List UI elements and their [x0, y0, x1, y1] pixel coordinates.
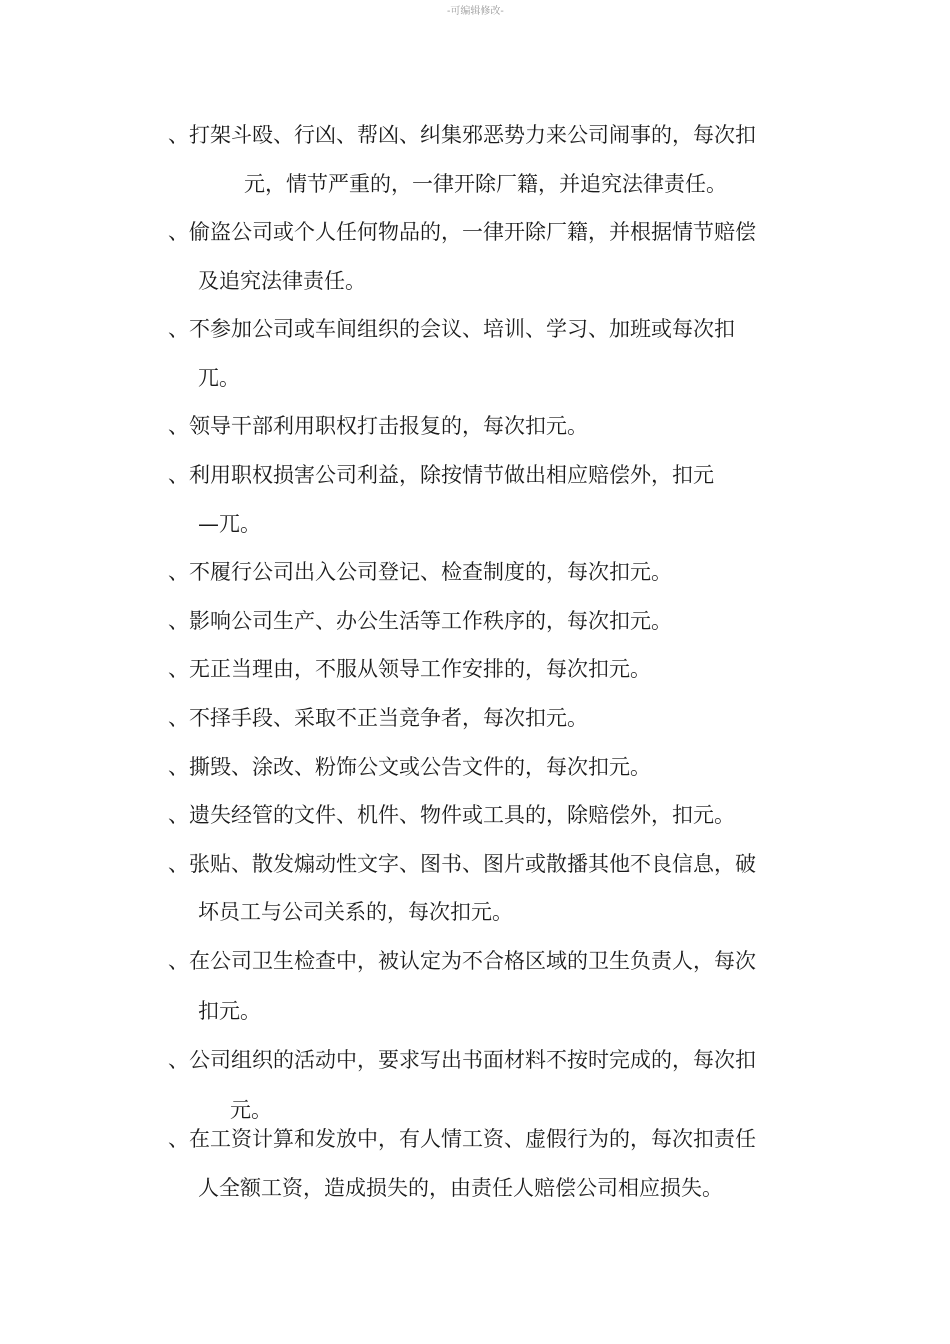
text-line: 、在工资计算和发放中，有人情工资、虚假行为的，每次扣责任: [168, 1127, 756, 1151]
text-line: —兀。: [198, 512, 261, 536]
text-line: 、撕毁、涂改、粉饰公文或公告文件的，每次扣元。: [168, 755, 651, 779]
text-line: 、在公司卫生检查中，被认定为不合格区域的卫生负责人，每次: [168, 949, 756, 973]
text-line: 、偷盗公司或个人任何物品的，一律开除厂籍，并根据情节赔偿: [168, 220, 756, 244]
text-line: 、遗失经管的文件、机件、物件或工具的，除赔偿外，扣元。: [168, 803, 735, 827]
text-line: 、不择手段、采取不正当竞争者，每次扣元。: [168, 706, 588, 730]
text-line: 、打架斗殴、行凶、帮凶、纠集邪恶势力来公司闹事的，每次扣: [168, 123, 756, 147]
text-line: 人全额工资，造成损失的，由责任人赔偿公司相应损失。: [198, 1176, 723, 1200]
text-line: 、影响公司生产、办公生活等工作秩序的，每次扣元。: [168, 609, 672, 633]
text-line: 、张贴、散发煽动性文字、图书、图片或散播其他不良信息，破: [168, 852, 756, 876]
text-line: 元，情节严重的，一律开除厂籍，并追究法律责任。: [244, 172, 727, 196]
text-line: 、利用职权损害公司利益，除按情节做出相应赔偿外，扣元: [168, 463, 714, 487]
text-line: 元。: [230, 1098, 272, 1122]
text-line: 、公司组织的活动中，要求写出书面材料不按时完成的，每次扣: [168, 1048, 756, 1072]
text-line: 、领导干部利用职权打击报复的，每次扣元。: [168, 414, 588, 438]
text-line: 坏员工与公司关系的，每次扣元。: [198, 900, 513, 924]
text-line: 扣元。: [198, 999, 261, 1023]
text-line: 、不参加公司或车间组织的会议、培训、学习、加班或每次扣: [168, 317, 735, 341]
text-line: 、不履行公司出入公司登记、检查制度的，每次扣元。: [168, 560, 672, 584]
text-line: 兀。: [198, 366, 240, 390]
text-line: 及追究法律责任。: [198, 269, 366, 293]
text-line: 、无正当理由，不服从领导工作安排的，每次扣元。: [168, 657, 651, 681]
page-header-note: -可编辑修改-: [447, 6, 504, 17]
